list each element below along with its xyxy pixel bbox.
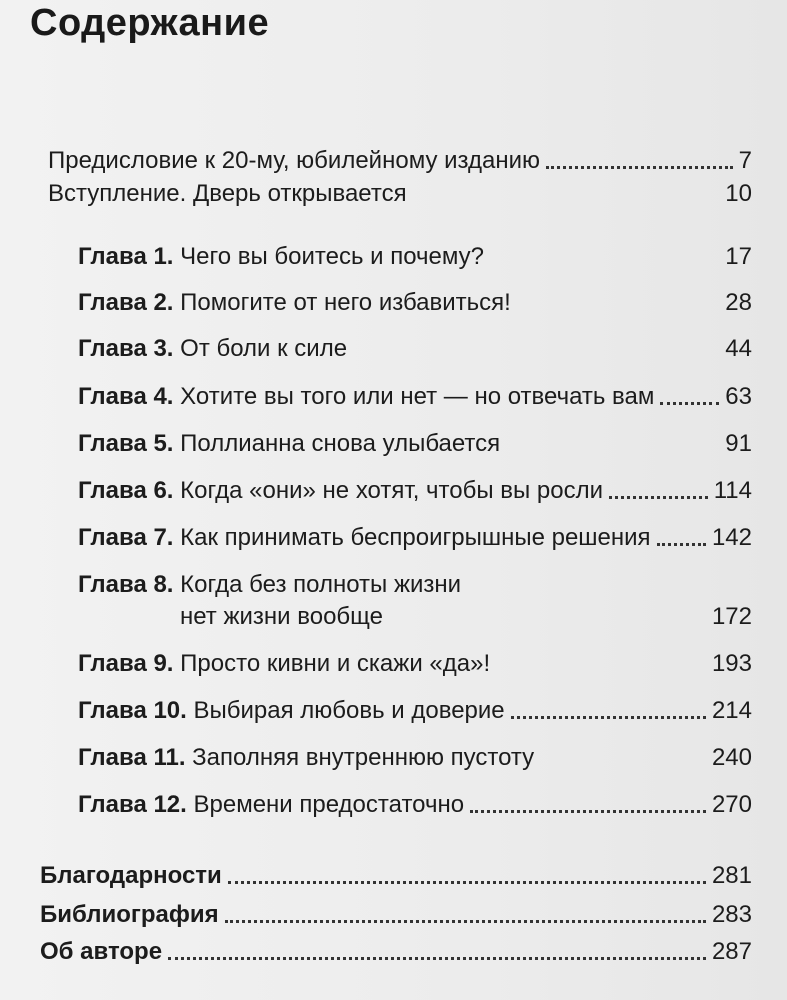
chapter-title: Поллианна снова улыбается bbox=[180, 430, 501, 457]
toc-entry-chapter-10 bbox=[78, 697, 752, 725]
toc-entry-foreword bbox=[48, 147, 752, 175]
toc-entry-chapter-4 bbox=[78, 383, 752, 411]
leader-dots bbox=[657, 543, 706, 546]
leader-dots bbox=[511, 716, 706, 719]
toc-page-number: 283 bbox=[711, 901, 752, 928]
chapter-title-continued: нет жизни вообще bbox=[180, 603, 384, 630]
leader-space bbox=[353, 354, 719, 357]
toc-entry-chapter-8-continued bbox=[180, 603, 752, 631]
chapter-title: Как принимать беспроигрышные решения bbox=[180, 524, 651, 551]
chapter-number: Глава 12. bbox=[78, 791, 187, 818]
leader-space bbox=[413, 199, 720, 202]
chapter-number: Глава 1. bbox=[78, 243, 174, 270]
leader-dots bbox=[609, 496, 708, 499]
chapter-number: Глава 9. bbox=[78, 650, 174, 677]
toc-entry-chapter-3 bbox=[78, 335, 752, 363]
leader-space bbox=[496, 669, 706, 672]
chapter-number: Глава 8. bbox=[78, 571, 174, 598]
chapter-title: Выбирая любовь и доверие bbox=[193, 697, 505, 724]
chapter-number: Глава 10. bbox=[78, 697, 187, 724]
toc-entry-chapter-9 bbox=[78, 650, 752, 678]
toc-entry-chapter-6 bbox=[78, 477, 752, 505]
toc-page-number: 44 bbox=[725, 335, 752, 362]
toc-entry-bibliography bbox=[40, 901, 752, 929]
chapter-number: Глава 7. bbox=[78, 524, 174, 551]
toc-entry-introduction bbox=[48, 180, 752, 208]
chapter-title: Чего вы боитесь и почему? bbox=[180, 243, 485, 270]
toc-entry-about-author bbox=[40, 938, 752, 966]
chapter-title: От боли к силе bbox=[180, 335, 348, 362]
leader-space bbox=[389, 622, 706, 625]
leader-dots bbox=[228, 881, 706, 884]
chapter-title: Хотите вы того или нет — но отвечать вам bbox=[180, 383, 655, 410]
toc-entry-label: Об авторе bbox=[40, 938, 163, 965]
leader-space bbox=[506, 449, 719, 452]
toc-entry-chapter-7 bbox=[78, 524, 752, 552]
toc-page-number: 17 bbox=[725, 243, 752, 270]
toc-page-number: 193 bbox=[711, 650, 752, 677]
toc-page-number: 142 bbox=[711, 524, 752, 551]
toc-entry-chapter-1 bbox=[78, 243, 752, 271]
toc-page-number: 287 bbox=[711, 938, 752, 965]
toc-entry-chapter-5 bbox=[78, 430, 752, 458]
chapter-number: Глава 6. bbox=[78, 477, 174, 504]
chapter-number: Глава 11. bbox=[78, 744, 186, 771]
leader-space bbox=[517, 308, 719, 311]
leader-dots bbox=[660, 402, 719, 405]
chapter-title: Помогите от него избавиться! bbox=[180, 289, 511, 316]
toc-entry-label: Благодарности bbox=[40, 862, 222, 889]
toc-page-number: 91 bbox=[725, 430, 752, 457]
chapter-title: Заполняя внутреннюю пустоту bbox=[192, 744, 535, 771]
toc-entry-chapter-2 bbox=[78, 289, 752, 317]
leader-dots bbox=[470, 810, 706, 813]
toc-entry-chapter-8 bbox=[78, 571, 752, 599]
leader-dots bbox=[168, 957, 706, 960]
toc-page-number: 281 bbox=[711, 862, 752, 889]
leader-space bbox=[540, 763, 706, 766]
toc-page-number: 10 bbox=[725, 180, 752, 207]
toc-entry-label: Предисловие к 20-му, юбилейному изданию bbox=[48, 147, 541, 174]
chapter-title: Когда «они» не хотят, чтобы вы росли bbox=[180, 477, 604, 504]
toc-entry-chapter-12 bbox=[78, 791, 752, 819]
chapter-title: Просто кивни и скажи «да»! bbox=[180, 650, 491, 677]
leader-dots bbox=[546, 166, 733, 169]
toc-entry-chapter-11 bbox=[78, 744, 752, 772]
toc-page-number: 63 bbox=[725, 383, 752, 410]
page-title: Содержание bbox=[30, 2, 270, 44]
chapter-title: Когда без полноты жизни bbox=[180, 571, 462, 598]
leader-dots bbox=[225, 920, 706, 923]
toc-page-number: 172 bbox=[711, 603, 752, 630]
chapter-number: Глава 4. bbox=[78, 383, 174, 410]
chapter-number: Глава 2. bbox=[78, 289, 174, 316]
toc-entry-label: Библиография bbox=[40, 901, 219, 928]
toc-page-number: 7 bbox=[738, 147, 752, 174]
chapter-number: Глава 5. bbox=[78, 430, 174, 457]
toc-page-number: 114 bbox=[713, 477, 752, 504]
toc-page-number: 240 bbox=[711, 744, 752, 771]
toc-page-number: 270 bbox=[711, 791, 752, 818]
toc-entry-label: Вступление. Дверь открывается bbox=[48, 180, 407, 207]
toc-page-number: 28 bbox=[725, 289, 752, 316]
leader-space bbox=[490, 262, 719, 265]
toc-page-number: 214 bbox=[711, 697, 752, 724]
toc-entry-acknowledgements bbox=[40, 862, 752, 890]
chapter-number: Глава 3. bbox=[78, 335, 174, 362]
chapter-title: Времени предостаточно bbox=[193, 791, 465, 818]
